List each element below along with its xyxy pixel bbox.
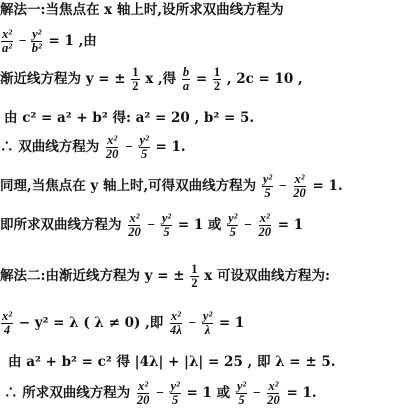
minus-sign: − (147, 217, 156, 233)
fraction-y2-b2: $\frac{\text{y²}}{\text{b²}}$ (31, 27, 42, 56)
fraction-y2-5-f: $\frac{\text{y²}}{5}$ (236, 379, 247, 408)
fraction-y2-5: $\frac{\text{y²}}{5}$ (139, 133, 149, 162)
equation-line-2: $\frac{\text{x²}}{\text{a²}}$ − $\frac{\text{y²}}{\text{b²}}$ = 1 ,由 (2, 27, 97, 56)
solution2-tail: x 可设双曲线方程为: (204, 268, 330, 285)
relation-line: 由 c² = a² + b² 得: a² = 20 , b² = 5. (4, 110, 255, 126)
final-text: ∴ 所求双曲线方程为 (4, 385, 131, 402)
lambda-line (0, 310, 244, 337)
fraction-half-3: $\frac{1}{2}$ (191, 262, 198, 291)
combined-result-line (0, 212, 303, 239)
fraction-x2-20-c: $\frac{\text{x²}}{20}$ (128, 211, 141, 240)
text-eq-or: = 1 或 (186, 385, 231, 402)
fraction-x2-4: $\frac{\text{x²}}{4}$ (2, 309, 12, 338)
similar-text: 同理,当焦点在 y 轴上时,可得双曲线方程为 (0, 178, 257, 195)
minus-sign: − (244, 217, 252, 233)
fraction-y2-5-e: $\frac{\text{y²}}{5}$ (170, 379, 180, 408)
text-eq-one: = 1 (277, 217, 304, 234)
lambda-solve-line: 由 a² + b² = c² 得 |4λ| + |λ| = 25 , 即 λ = ± 5. (8, 354, 336, 370)
minus-sign: − (188, 315, 197, 331)
text-eq-or: = 1 或 (177, 217, 222, 234)
text-equals-one: = 1 ,由 (48, 33, 97, 50)
fraction-x2-20-d: $\frac{\text{x²}}{20}$ (258, 211, 272, 240)
minus-sign: − (278, 178, 287, 194)
fraction-y2-lambda: $\frac{\text{y²}}{\lambda}$ (202, 309, 213, 338)
text-eq-one: = 1 (218, 315, 245, 332)
solution2-line (0, 263, 330, 290)
minus-sign: − (156, 385, 164, 401)
combined-text: 即所求双曲线方程为 (0, 217, 122, 234)
fraction-half-1: $\frac{1}{2}$ (132, 65, 139, 94)
therefore-text: ∴ 双曲线方程为 (0, 139, 100, 156)
fraction-x2-20-f: $\frac{\text{x²}}{20}$ (267, 379, 280, 408)
fraction-b-over-a: $\frac{b}{a}$ (182, 65, 190, 94)
text-eq-one: = 1. (312, 178, 343, 195)
solution2-text: 解法二:由渐近线方程为 y = ± (0, 268, 185, 285)
result-line-1 (0, 134, 186, 161)
asymptote-text: 渐近线方程为 y = ± (0, 71, 126, 88)
similar-case-line (0, 173, 343, 200)
solution1-intro: 解法一:当焦点在 x 轴上时,设所求双曲线方程为 (0, 2, 284, 18)
minus-sign: − (125, 139, 133, 155)
text-eq-one: = 1. (286, 385, 317, 402)
fraction-x2-20: $\frac{\text{x²}}{20}$ (105, 133, 119, 162)
fraction-half-2: $\frac{1}{2}$ (213, 65, 221, 94)
fraction-y2-5-b: $\frac{\text{y²}}{5}$ (262, 172, 273, 201)
final-result-line (4, 380, 317, 407)
asymptote-line (0, 66, 303, 93)
text-eq: = (195, 71, 208, 88)
fraction-x2-4lambda: $\frac{\text{x²}}{4\lambda}$ (170, 309, 182, 338)
text-2c-10: , 2c = 10 , (226, 71, 303, 88)
text-x-de: x ,得 (145, 71, 177, 88)
fraction-x2-a2: $\frac{\text{x²}}{\text{a²}}$ (2, 27, 12, 56)
fraction-x2-20-b: $\frac{\text{x²}}{20}$ (293, 172, 306, 201)
fraction-y2-5-d: $\frac{\text{y²}}{5}$ (228, 211, 238, 240)
minus-sign: − (252, 385, 261, 401)
lambda-text: − y² = λ ( λ ≠ 0) ,即 (18, 315, 164, 332)
fraction-y2-5-c: $\frac{\text{y²}}{5}$ (161, 211, 172, 240)
fraction-x2-20-e: $\frac{\text{x²}}{20}$ (136, 379, 150, 408)
text-eq-one: = 1. (155, 139, 186, 156)
